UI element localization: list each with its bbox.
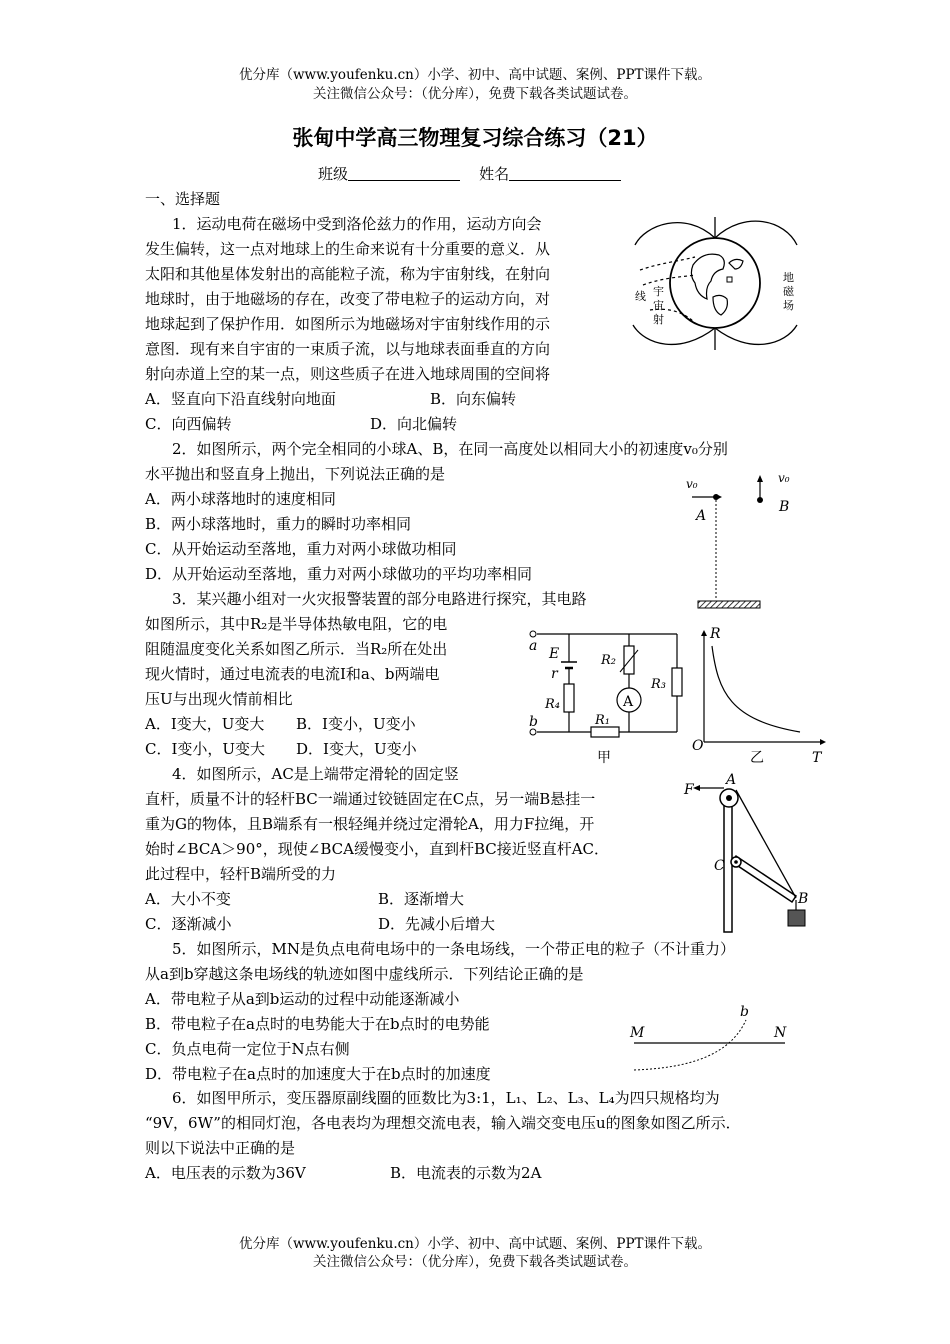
q3-text-line: 3．某兴趣小组对一火灾报警装置的部分电路进行探究，其电路: [172, 590, 587, 608]
ground: [698, 601, 760, 608]
point-n-label: N: [774, 1025, 787, 1041]
velocity-label-b: v₀: [778, 471, 790, 485]
force-f-label: F: [684, 782, 694, 798]
q3-text-line: 阻随温度变化关系如图乙所示．当R₂所在处出: [145, 640, 448, 658]
field-label-1: 磁: [783, 285, 794, 298]
footer-line-1: 优分库（www.youfenku.cn）小学、初中、高中试题、案例、PPT课件下载。: [238, 1236, 712, 1252]
q3-option-c[interactable]: C．I变小，U变大: [145, 740, 266, 758]
q6-option-b[interactable]: B．电流表的示数为2A: [390, 1164, 542, 1182]
field-label-2: 场: [783, 299, 794, 312]
q6-text-line: “9V，6W”的相同灯泡，各电表均为理想交流电表，输入端交变电压u的图象如图乙所示．: [145, 1114, 741, 1132]
resistance-temperature-graph: [690, 622, 830, 768]
cosmic-label-3: 线: [635, 290, 646, 303]
q1-text-line: 发生偏转，这一点对地球上的生命来说有十分重要的意义．从: [145, 240, 551, 258]
q4-option-a[interactable]: A．大小不变: [145, 890, 231, 908]
q2-text-line: 水平抛出和竖直身上抛出，下列说法正确的是: [145, 465, 446, 483]
axis-t-label: T: [812, 750, 822, 766]
ball-b: [757, 497, 763, 503]
field-label-0: 地: [783, 271, 794, 284]
axis-r-label: R: [710, 626, 721, 642]
earth-magnetic-field-figure: [625, 205, 805, 360]
ammeter-label: A: [623, 694, 634, 710]
q3-text-line: 现火情时，通过电流表的电流I和a、b两端电: [145, 665, 440, 683]
q3-option-b[interactable]: B．I变小，U变小: [296, 715, 416, 733]
point-c-label: C: [714, 858, 725, 874]
terminal-a: [530, 631, 536, 637]
q4-option-c[interactable]: C．逐渐减小: [145, 915, 232, 933]
footer-line-2: 关注微信公众号：（优分库），免费下载各类试题试卷。: [313, 1254, 637, 1270]
emf-label: E: [549, 646, 560, 662]
section-heading: 一、选择题: [145, 190, 221, 208]
cosmic-label-2: 射: [653, 313, 664, 326]
electric-field-line-figure: [620, 1000, 800, 1075]
q4-text-line: 4．如图所示，AC是上端带定滑轮的固定竖: [172, 765, 459, 783]
q2-option-c[interactable]: C．从开始运动至落地，重力对两小球做功相同: [145, 540, 457, 558]
internal-resistance-label: r: [551, 666, 558, 682]
class-blank[interactable]: [348, 166, 460, 181]
q5-text-line: 5．如图所示，MN是负点电荷电场中的一条电场线，一个带正电的粒子（不计重力）: [172, 940, 736, 958]
q4-option-b[interactable]: B．逐渐增大: [378, 890, 465, 908]
q1-text-line: 1．运动电荷在磁场中受到洛伦兹力的作用，运动方向会: [172, 215, 542, 233]
q1-text-line: 射向赤道上空的某一点，则这些质子在进入地球周围的空间将: [145, 365, 551, 383]
q4-text-line: 始时∠BCA＞90°，现使∠BCA缓慢变小，直到杆BC接近竖直杆AC．: [145, 840, 610, 858]
r2-label: R₂: [601, 653, 616, 668]
q5-text-line: 从a到b穿越这条电场线的轨迹如图中虚线所示．下列结论正确的是: [145, 965, 584, 983]
q6-text-line: 6．如图甲所示，变压器原副线圈的匝数比为3:1，L₁、L₂、L₃、L₄为四只规格均为: [172, 1089, 720, 1107]
origin-label: O: [692, 738, 704, 754]
q5-option-a[interactable]: A．带电粒子从a到b运动的过程中动能逐渐减小: [145, 990, 460, 1008]
cosmic-ray-paths: [640, 257, 695, 323]
ball-b-label: B: [779, 499, 790, 515]
student-info: [318, 163, 621, 184]
point-m-label: M: [630, 1025, 645, 1041]
q1-text-line: 地球时，由于地磁场的存在，改变了带电粒子的运动方向，对: [145, 290, 551, 308]
r1-label: R₁: [595, 713, 610, 728]
terminal-a-label: a: [529, 638, 538, 654]
figure-jia-label: 甲: [597, 750, 611, 766]
ball-a: [713, 494, 719, 500]
q3-text-line: 压U与出现火情前相比: [145, 690, 293, 708]
q4-text-line: 直杆，质量不计的轻杆BC一端通过铰链固定在C点，另一端B悬挂一: [145, 790, 596, 808]
name-label: 姓名: [479, 165, 510, 183]
ball-a-label: A: [696, 508, 707, 524]
q1-text-line: 太阳和其他星体发射出的高能粒子流，称为宇宙射线，在射向: [145, 265, 551, 283]
earth-globe: [670, 238, 760, 328]
r4-label: R₄: [545, 697, 560, 712]
projectile-figure: [680, 468, 810, 618]
q2-option-a[interactable]: A．两小球落地时的速度相同: [145, 490, 336, 508]
point-b-label: b: [740, 1004, 749, 1020]
q2-option-b[interactable]: B．两小球落地时，重力的瞬时功率相同: [145, 515, 412, 533]
pulley-rod-figure: [680, 770, 815, 935]
q5-option-c[interactable]: C．负点电荷一定位于N点右侧: [145, 1040, 350, 1058]
header-line-2: 关注微信公众号：（优分库），免费下载各类试题试卷。: [313, 86, 637, 102]
q5-option-b[interactable]: B．带电粒子在a点时的电势能大于在b点时的电势能: [145, 1015, 490, 1033]
q3-option-a[interactable]: A．I变大，U变大: [145, 715, 265, 733]
r3-label: R₃: [651, 677, 666, 692]
circuit-diagram-jia: [525, 628, 695, 768]
weight-g: [788, 910, 805, 926]
header-line-1: 优分库（www.youfenku.cn）小学、初中、高中试题、案例、PPT课件下载。: [238, 67, 712, 83]
q4-text-line: 重为G的物体，且B端系有一根轻绳并绕过定滑轮A，用力F拉绳，开: [145, 815, 595, 833]
q1-option-a[interactable]: A．竖直向下沿直线射向地面: [145, 390, 336, 408]
point-a-label: A: [726, 772, 737, 788]
q1-option-d[interactable]: D．向北偏转: [370, 415, 458, 433]
q3-option-d[interactable]: D．I变大，U变小: [296, 740, 417, 758]
cosmic-label-1: 宙: [653, 299, 664, 312]
name-blank[interactable]: [509, 166, 621, 181]
point-b-label: B: [798, 891, 809, 907]
q2-option-d[interactable]: D．从开始运动至落地，重力对两小球做功的平均功率相同: [145, 565, 533, 583]
figure-yi-label: 乙: [750, 750, 764, 766]
q4-text-line: 此过程中，轻杆B端所受的力: [145, 865, 337, 883]
terminal-b-label: b: [529, 714, 538, 730]
field-lines: [633, 217, 797, 350]
q1-option-b[interactable]: B．向东偏转: [430, 390, 517, 408]
class-label: 班级: [318, 165, 349, 183]
q2-text-line: 2．如图所示，两个完全相同的小球A、B，在同一高度处以相同大小的初速度v₀分别: [172, 440, 728, 458]
q6-text-line: 则以下说法中正确的是: [145, 1139, 296, 1157]
q6-option-a[interactable]: A．电压表的示数为36V: [145, 1164, 306, 1182]
particle-trajectory: [634, 1020, 746, 1070]
q1-option-c[interactable]: C．向西偏转: [145, 415, 232, 433]
q1-text-line: 地球起到了保护作用．如图所示为地磁场对宇宙射线作用的示: [145, 315, 551, 333]
velocity-label-a: v₀: [686, 477, 698, 491]
cosmic-label-0: 宇: [653, 285, 664, 298]
q3-text-line: 如图所示，其中R₂是半导体热敏电阻，它的电: [145, 615, 448, 633]
q4-option-d[interactable]: D．先减小后增大: [378, 915, 496, 933]
resistance-curve: [712, 646, 800, 732]
q1-text-line: 意图．现有来自宇宙的一束质子流，以与地球表面垂直的方向: [145, 340, 551, 358]
page-title: 张甸中学高三物理复习综合练习（21）: [292, 126, 658, 150]
q5-option-d[interactable]: D．带电粒子在a点时的加速度大于在b点时的加速度: [145, 1065, 491, 1083]
